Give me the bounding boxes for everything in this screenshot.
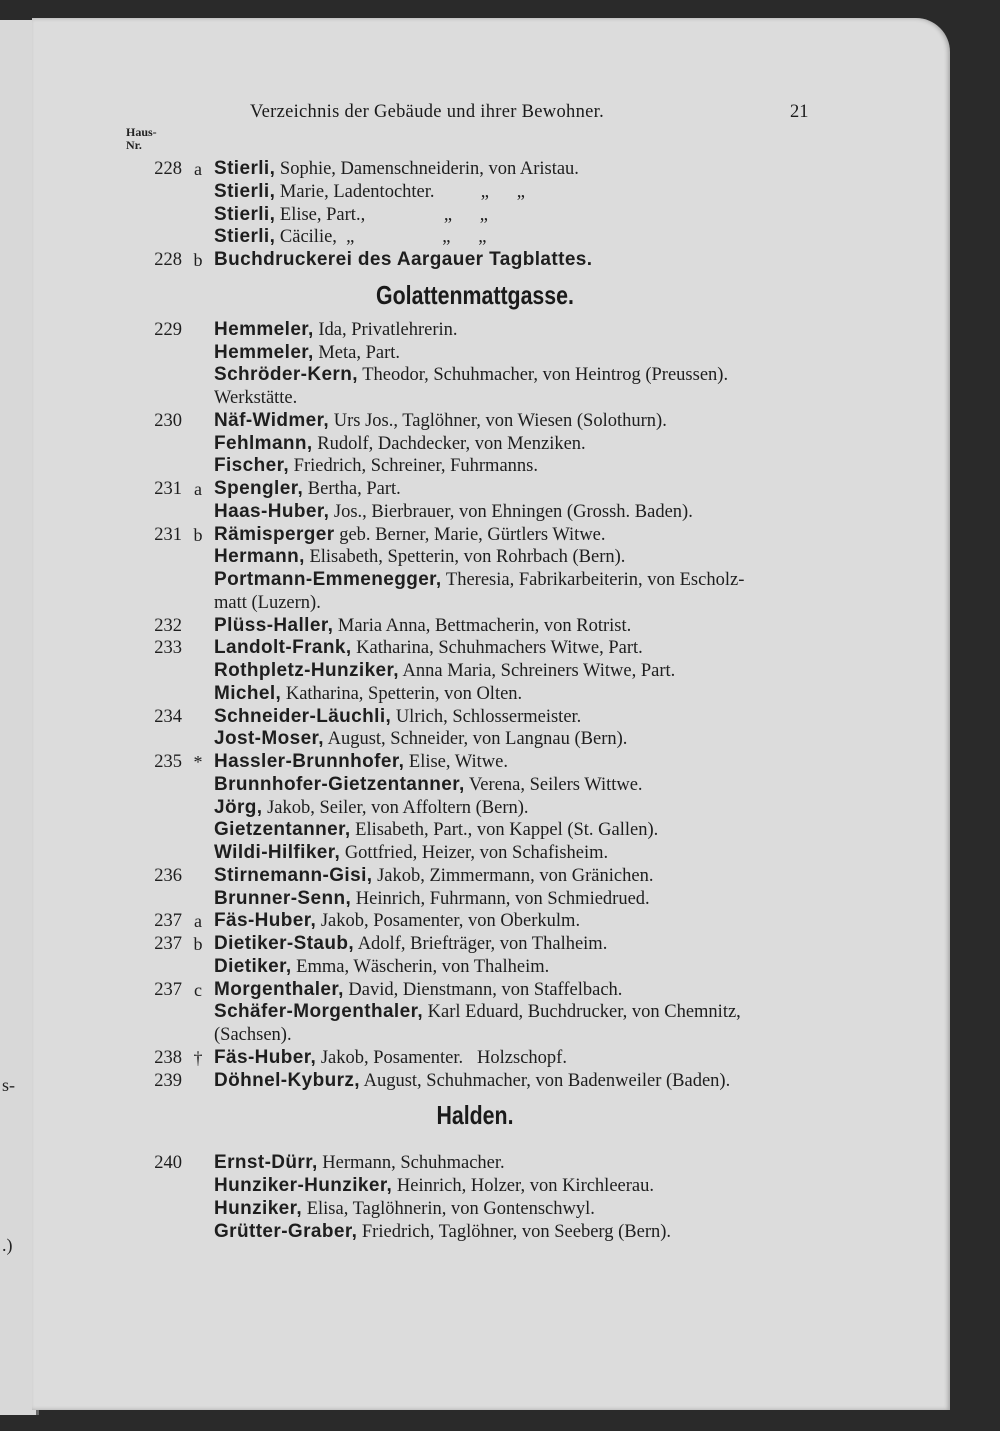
- resident-details: Katharina, Spetterin, von Olten.: [281, 683, 523, 704]
- resident-entry: [214, 751, 508, 773]
- resident-entry: [214, 569, 744, 591]
- resident-name: Schneider-Läuchli,: [214, 705, 392, 727]
- resident-entry: [214, 1175, 654, 1197]
- resident-details: Heinrich, Fuhrmann, von Schmiedrued.: [351, 888, 650, 909]
- resident-entry: [214, 387, 297, 409]
- house-number: 236: [154, 865, 182, 886]
- resident-details: Friedrich, Taglöhner, von Seeberg (Bern).: [357, 1221, 672, 1242]
- resident-entry: [214, 819, 658, 841]
- resident-details: Ulrich, Schlossermeister.: [391, 706, 582, 727]
- resident-details: Meta, Part.: [313, 342, 401, 363]
- resident-details: Heinrich, Holzer, von Kirchleerau.: [392, 1176, 654, 1196]
- resident-entry: [214, 615, 631, 637]
- house-number: 239: [154, 1070, 182, 1091]
- resident-entry: [214, 910, 580, 932]
- street-heading: Halden.: [436, 1100, 514, 1131]
- resident-entry: [214, 524, 606, 546]
- street-heading: Golattenmattgasse.: [376, 279, 574, 310]
- resident-name: Näf-Widmer,: [214, 409, 330, 431]
- resident-details: Theodor, Schuhmacher, von Heintrog (Preussen).: [357, 365, 729, 386]
- resident-details: Elisabeth, Spetterin, von Rohrbach (Bern).: [304, 547, 626, 568]
- house-number: 232: [154, 615, 182, 636]
- resident-entry: [214, 342, 400, 364]
- resident-details: Gottfried, Heizer, von Schafisheim.: [340, 843, 609, 863]
- resident-entry: [214, 774, 643, 796]
- resident-details: Karl Eduard, Buchdrucker, von Chemnitz,: [423, 1002, 741, 1023]
- resident-details: Emma, Wäscherin, von Thalheim.: [291, 956, 550, 977]
- resident-entry: [214, 1024, 292, 1046]
- resident-details: David, Dienstmann, von Staffelbach.: [343, 979, 623, 1000]
- house-suffix: *: [193, 752, 203, 772]
- resident-entry: [214, 728, 627, 750]
- resident-name: Döhnel-Kyburz,: [214, 1069, 360, 1091]
- resident-details: Cäcilie, „ „ „: [275, 227, 487, 248]
- resident-details: Jakob, Seiler, von Affoltern (Bern).: [262, 797, 529, 818]
- resident-details: August, Schuhmacher, von Badenweiler (Baden).: [360, 1070, 731, 1091]
- house-number: 231: [154, 479, 182, 499]
- resident-details: (Sachsen).: [214, 1025, 292, 1045]
- resident-entry: [214, 933, 607, 955]
- house-number: 228: [154, 159, 182, 179]
- resident-details: Jakob, Zimmermann, von Gränichen.: [372, 865, 654, 886]
- left-page-fragment: .): [2, 1235, 13, 1255]
- house-number: 237: [154, 911, 182, 932]
- resident-entry: [214, 410, 667, 432]
- resident-name: Fäs-Huber,: [214, 1046, 317, 1068]
- resident-entry: [214, 797, 529, 819]
- house-number: 235: [154, 752, 182, 772]
- resident-name: Michel,: [214, 682, 282, 704]
- resident-entry: [214, 842, 608, 864]
- resident-name: Brunner-Senn,: [214, 887, 352, 909]
- resident-entry: [214, 1001, 741, 1023]
- resident-details: Elise, Witwe.: [404, 752, 508, 772]
- resident-details: Ida, Privatlehrerin.: [313, 319, 458, 340]
- resident-name: Fäs-Huber,: [214, 910, 317, 932]
- resident-entry: [214, 683, 522, 705]
- resident-details: Urs Jos., Taglöhner, von Wiesen (Solothurn).: [329, 410, 667, 431]
- resident-name: Wildi-Hilfiker,: [214, 842, 341, 863]
- resident-details: Rudolf, Dachdecker, von Menziken.: [312, 433, 586, 454]
- resident-name: Stierli,: [214, 203, 276, 225]
- house-number: 233: [154, 638, 182, 659]
- resident-entry: [214, 1198, 595, 1220]
- resident-details: Theresia, Fabrikarbeiterin, von Escholz-: [441, 570, 745, 590]
- resident-details: Elisabeth, Part., von Kappel (St. Gallen).: [350, 820, 659, 841]
- resident-details: Jakob, Posamenter, von Oberkulm.: [316, 911, 581, 932]
- house-number: 238: [154, 1047, 182, 1068]
- house-suffix: a: [194, 159, 202, 179]
- resident-name: Rämisperger: [214, 523, 335, 545]
- resident-details: Katharina, Schuhmachers Witwe, Part.: [351, 638, 643, 659]
- resident-name: Dietiker-Staub,: [214, 933, 355, 954]
- resident-name: Rothpletz-Hunziker,: [214, 660, 399, 681]
- resident-entry: [214, 1047, 567, 1069]
- running-header: Verzeichnis der Gebäude und ihrer Bewohner.: [250, 102, 604, 122]
- resident-name: Schäfer-Morgenthaler,: [214, 1001, 424, 1023]
- resident-name: Hermann,: [214, 546, 305, 568]
- resident-entry: [214, 478, 401, 500]
- resident-entry: [214, 433, 586, 455]
- resident-name: Stierli,: [214, 158, 276, 179]
- house-number: 234: [154, 706, 182, 727]
- resident-entry: [214, 364, 728, 386]
- resident-name: Fischer,: [214, 455, 290, 477]
- resident-entry: [214, 158, 579, 180]
- resident-name: Stierli,: [214, 180, 276, 202]
- resident-name: Fehlmann,: [214, 432, 313, 454]
- resident-name: Stierli,: [214, 226, 276, 248]
- house-number: 230: [154, 410, 182, 431]
- page-number: 21: [790, 102, 809, 122]
- resident-details: Adolf, Briefträger, von Thalheim.: [354, 934, 608, 954]
- house-number: 240: [154, 1153, 182, 1174]
- resident-details: Marie, Ladentochter. „ „: [275, 181, 525, 202]
- resident-details: Elisa, Taglöhnerin, von Gontenschwyl.: [302, 1198, 595, 1219]
- entry-list: [32, 18, 950, 1410]
- house-suffix: c: [194, 979, 202, 1000]
- resident-entry: [214, 249, 592, 271]
- resident-details: Anna Maria, Schreiners Witwe, Part.: [398, 661, 676, 681]
- haus-nr-label: Haus- Nr.: [126, 125, 157, 152]
- resident-details: Elise, Part., „ „: [275, 204, 488, 225]
- resident-details: Jos., Bierbrauer, von Ehningen (Grossh. Baden).: [329, 501, 693, 522]
- house-number: 237: [154, 934, 182, 954]
- resident-name: Stirnemann-Gisi,: [214, 864, 373, 886]
- house-number: 231: [154, 524, 182, 545]
- house-suffix: b: [193, 250, 203, 270]
- resident-name: Landolt-Frank,: [214, 637, 352, 659]
- resident-entry: [214, 706, 581, 728]
- resident-details: Sophie, Damenschneiderin, von Aristau.: [275, 159, 579, 179]
- left-page-fragment: s-: [2, 1075, 15, 1095]
- book-page: [32, 18, 950, 1410]
- resident-details: Bertha, Part.: [303, 479, 401, 499]
- resident-entry: [214, 319, 458, 341]
- resident-entry: [214, 181, 525, 203]
- house-suffix: a: [194, 911, 202, 932]
- resident-name: Hemmeler,: [214, 341, 314, 363]
- resident-entry: [214, 226, 486, 248]
- resident-details: geb. Berner, Marie, Gürtlers Witwe.: [334, 524, 606, 545]
- resident-name: Morgenthaler,: [214, 978, 344, 1000]
- resident-entry: [214, 1070, 730, 1092]
- resident-name: Schröder-Kern,: [214, 364, 358, 386]
- resident-name: Brunnhofer-Gietzentanner,: [214, 773, 465, 795]
- resident-entry: [214, 592, 321, 614]
- resident-entry: [214, 888, 650, 910]
- house-suffix: a: [194, 479, 202, 499]
- resident-details: Hermann, Schuhmacher.: [317, 1153, 505, 1174]
- resident-entry: [214, 637, 643, 659]
- house-suffix: b: [193, 934, 203, 954]
- resident-details: Friedrich, Schreiner, Fuhrmanns.: [289, 456, 538, 477]
- resident-details: August, Schneider, von Langnau (Bern).: [324, 729, 628, 750]
- house-number: 229: [154, 319, 182, 340]
- resident-name: Hunziker,: [214, 1197, 303, 1219]
- resident-entry: [214, 204, 488, 226]
- house-number: 237: [154, 979, 182, 1000]
- resident-details: Jakob, Posamenter. Holzschopf.: [316, 1047, 567, 1068]
- resident-entry: [214, 956, 549, 978]
- resident-details: Maria Anna, Bettmacherin, von Rotrist.: [333, 615, 632, 636]
- resident-entry: [214, 660, 675, 682]
- resident-details: Verena, Seilers Wittwe.: [464, 774, 643, 795]
- resident-name: Haas-Huber,: [214, 500, 330, 522]
- resident-name: Plüss-Haller,: [214, 614, 334, 636]
- resident-name: Buchdruckerei des Aargauer Tagblattes.: [214, 249, 593, 270]
- resident-name: Hunziker-Hunziker,: [214, 1175, 393, 1196]
- resident-name: Grütter-Graber,: [214, 1220, 358, 1242]
- resident-details: matt (Luzern).: [214, 592, 321, 613]
- resident-entry: [214, 865, 653, 887]
- resident-name: Spengler,: [214, 478, 304, 499]
- resident-entry: [214, 455, 538, 477]
- resident-name: Hemmeler,: [214, 318, 314, 340]
- resident-name: Jost-Moser,: [214, 728, 324, 750]
- resident-name: Ernst-Dürr,: [214, 1152, 318, 1174]
- resident-name: Portmann-Emmenegger,: [214, 569, 442, 590]
- resident-name: Hassler-Brunnhofer,: [214, 751, 405, 772]
- resident-name: Jörg,: [214, 796, 263, 818]
- house-number: 228: [154, 250, 182, 270]
- resident-entry: [214, 979, 622, 1001]
- resident-entry: [214, 1152, 505, 1174]
- house-suffix: b: [193, 524, 203, 545]
- resident-name: Dietiker,: [214, 955, 292, 977]
- resident-entry: [214, 501, 693, 523]
- resident-name: Gietzentanner,: [214, 819, 351, 841]
- resident-details: Werkstätte.: [214, 388, 298, 408]
- house-suffix: †: [193, 1047, 203, 1068]
- resident-entry: [214, 1221, 671, 1243]
- resident-entry: [214, 546, 625, 568]
